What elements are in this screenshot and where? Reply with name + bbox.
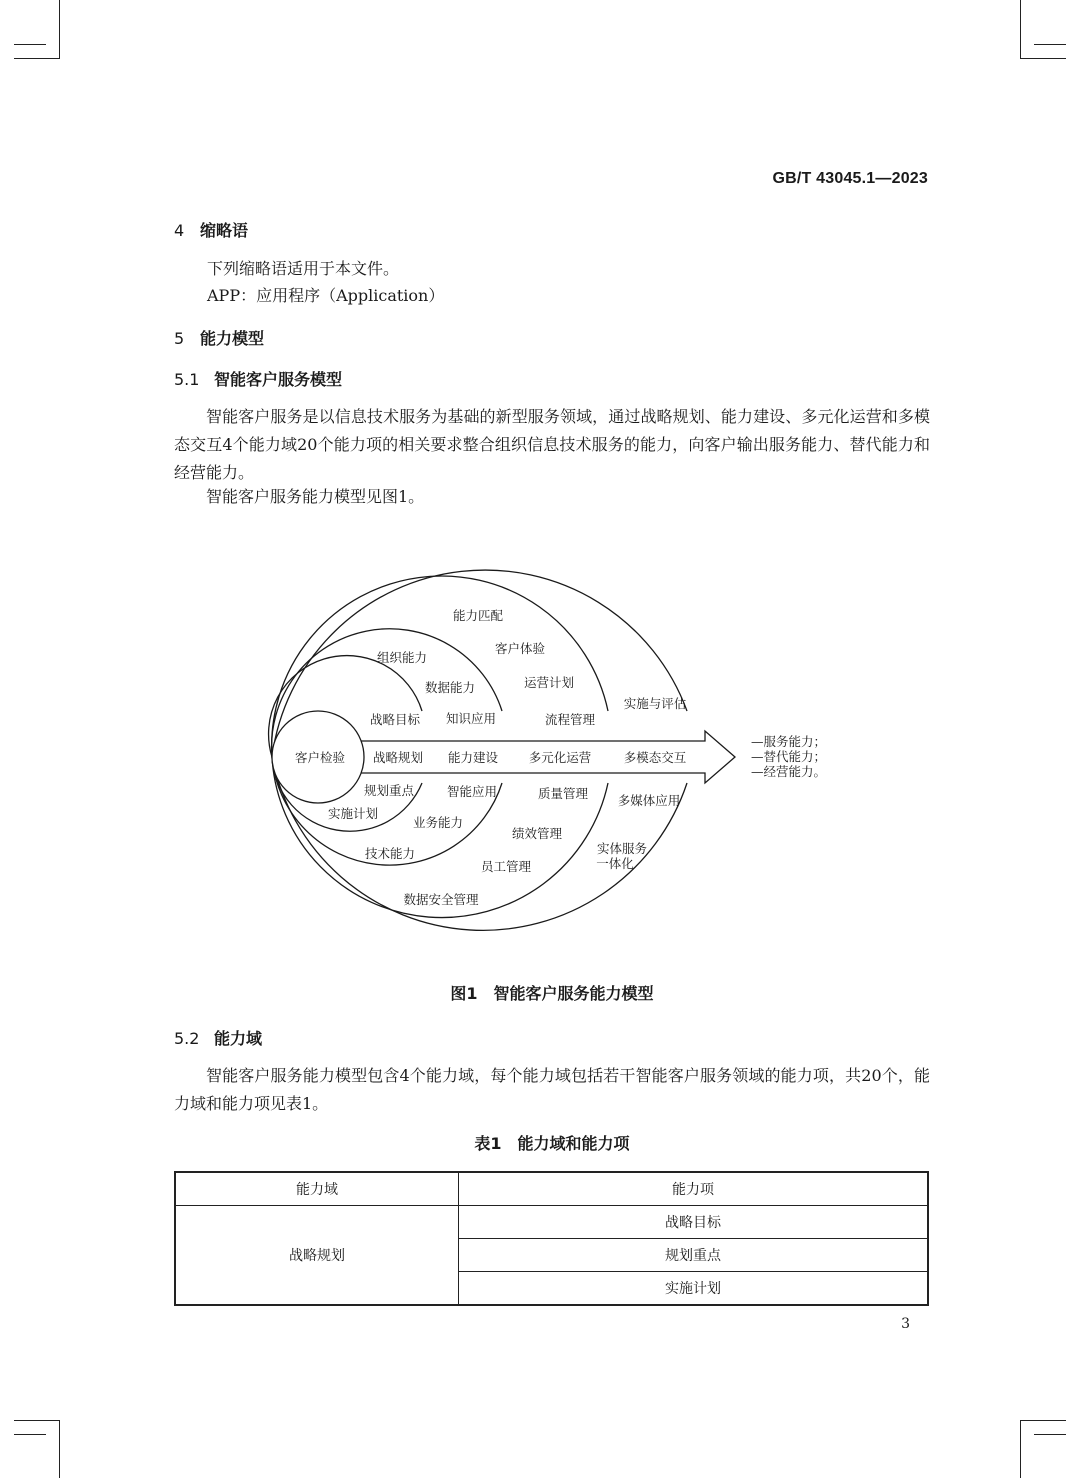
output-item: —替代能力； (751, 749, 827, 764)
diagram-item: 知识应用 (445, 711, 497, 726)
diagram-item: 流程管理 (544, 712, 596, 727)
diagram-item: 规划重点 (363, 783, 415, 798)
item-cell: 规划重点 (459, 1239, 929, 1272)
column-header-domain: 能力域 (175, 1172, 459, 1206)
diagram-item: 一体化 (596, 856, 634, 871)
diagram-item: 实施计划 (327, 806, 379, 821)
stage-label: 能力建设 (447, 750, 499, 765)
diagram-item: 战略目标 (369, 712, 421, 727)
section-number: 5 (174, 329, 185, 348)
table-row (175, 1206, 928, 1239)
capability-table (174, 1171, 929, 1306)
center-label: 客户检验 (294, 750, 346, 765)
domain-cell: 战略规划 (175, 1206, 459, 1306)
column-header-item: 能力项 (459, 1172, 929, 1206)
crop-mark (1034, 1434, 1066, 1435)
stage-label: 多元化运营 (528, 750, 592, 765)
standard-number: GB/T 43045.1—2023 (772, 170, 928, 187)
diagram-item: 质量管理 (537, 786, 589, 801)
crop-mark (1020, 1420, 1066, 1421)
item-cell: 实施计划 (459, 1272, 929, 1306)
crop-mark (14, 1420, 60, 1421)
output-item: —经营能力。 (751, 764, 827, 779)
page-number: 3 (901, 1316, 910, 1332)
diagram-item: 组织能力 (376, 650, 428, 665)
section-title: 能力模型 (200, 329, 265, 348)
diagram-item: 智能应用 (446, 784, 498, 799)
diagram-item: 多媒体应用 (617, 793, 681, 808)
diagram-item: 员工管理 (480, 859, 532, 874)
crop-mark (14, 1434, 46, 1435)
diagram-item: 技术能力 (364, 846, 416, 861)
diagram-item: 客户体验 (494, 641, 546, 656)
crop-mark (59, 1420, 60, 1478)
diagram-item: 绩效管理 (511, 826, 563, 841)
diagram-item: 业务能力 (412, 815, 464, 830)
item-cell: 战略目标 (459, 1206, 929, 1239)
stage-label: 战略规划 (372, 750, 424, 765)
section-title: 智能客户服务模型 (214, 370, 343, 389)
section-title: 能力域 (214, 1029, 263, 1048)
paragraph-model-description: 智能客户服务是以信息技术服务为基础的新型服务领域，通过战略规划、能力建设、多元化运营和多模态交互4个能力域20个能力项的相关要求整合组织信息技术服务的能力，向客户输出服务能力、替代能力和经营能力。 (174, 407, 930, 482)
output-item: —服务能力； (751, 734, 827, 749)
figure-caption: 图1 智能客户服务能力模型 (450, 984, 654, 1003)
diagram-item: 数据安全管理 (403, 892, 479, 907)
section-title: 缩略语 (200, 221, 249, 240)
diagram-item: 能力匹配 (452, 608, 504, 623)
section-number: 5.1 (174, 370, 200, 389)
diagram-item: 数据能力 (424, 680, 476, 695)
diagram-item: 运营计划 (523, 675, 575, 690)
section-number: 4 (174, 221, 185, 240)
abbr-intro: 下列缩略语适用于本文件。 (207, 259, 400, 278)
stage-label: 多模态交互 (623, 750, 687, 765)
diagram-item: 实体服务 (596, 841, 648, 856)
paragraph-figure-reference: 智能客户服务能力模型见图1。 (206, 487, 425, 506)
abbr-app: APP：应用程序（Application） (207, 286, 445, 305)
section-5-2-heading (174, 1026, 262, 1049)
section-number: 5.2 (174, 1029, 200, 1048)
table-caption: 表1 能力域和能力项 (474, 1134, 630, 1153)
table-header-row (175, 1172, 928, 1206)
diagram-item: 实施与评估 (623, 696, 687, 711)
crop-mark (1020, 1420, 1021, 1478)
paragraph-domains: 智能客户服务能力模型包含4个能力域，每个能力域包括若干智能客户服务领域的能力项，共20个，能力域和能力项见表1。 (174, 1066, 930, 1113)
